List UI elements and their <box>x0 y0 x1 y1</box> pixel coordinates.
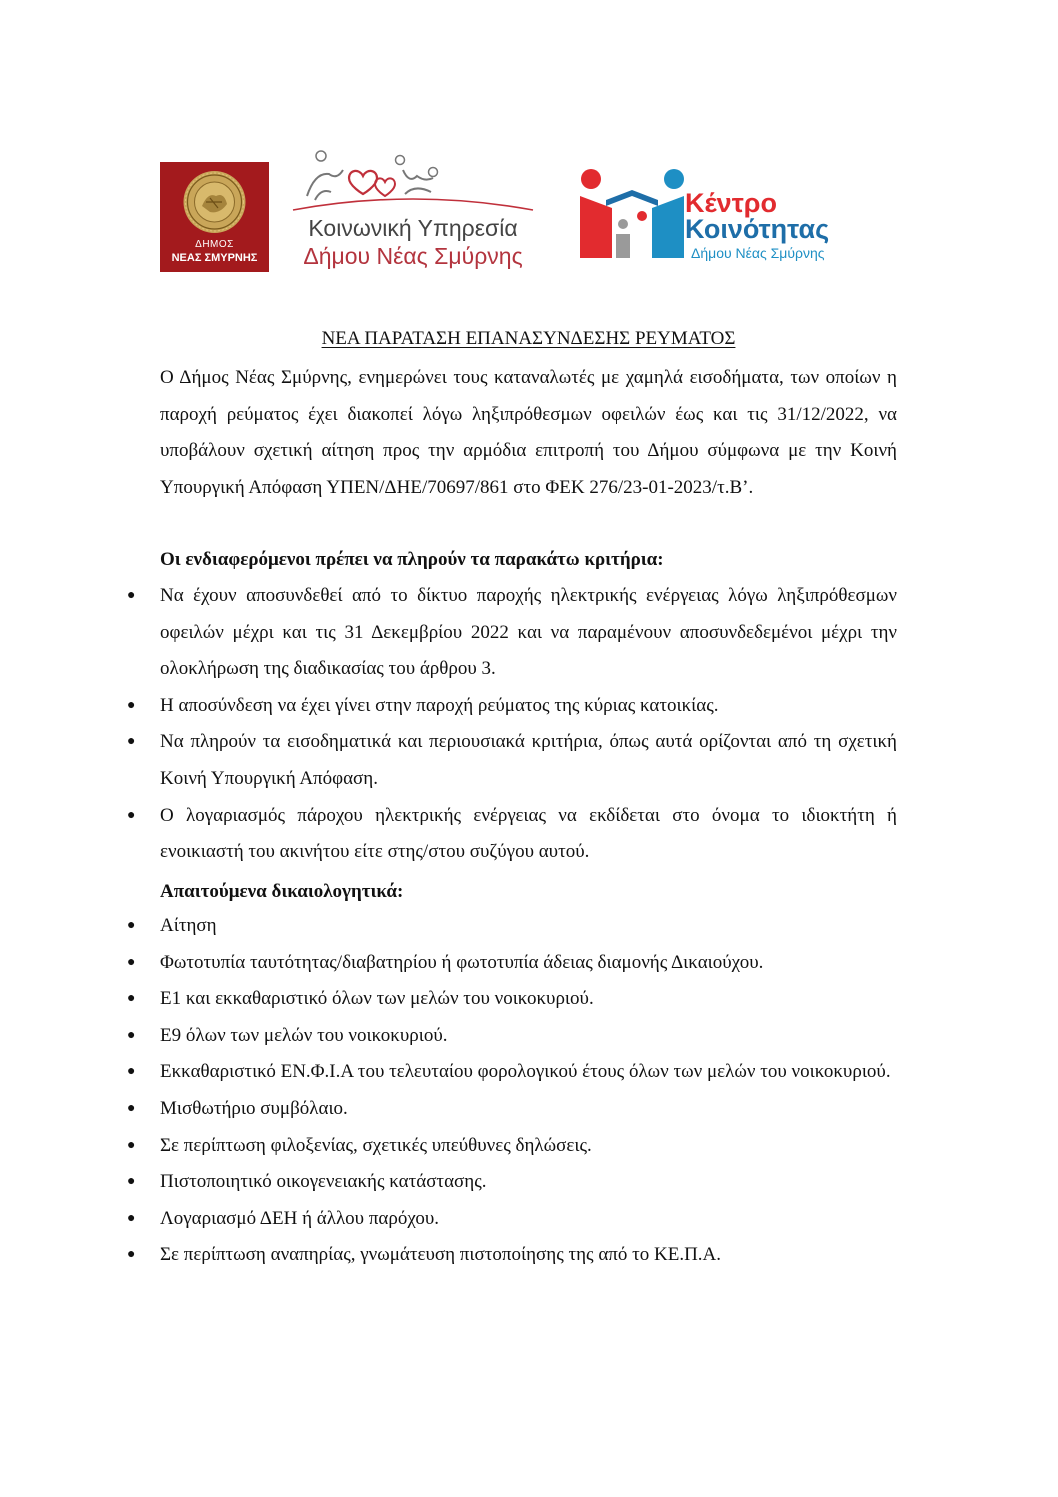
documents-item <box>127 1201 897 1238</box>
documents-item <box>127 908 897 945</box>
criteria-item-text: Η αποσύνδεση να έχει γίνει στην παροχή ρεύματος της κύριας κατοικίας. <box>160 694 719 716</box>
social-service-logo <box>285 148 541 276</box>
municipality-logo-line2: ΝΕΑΣ ΣΜΥΡΝΗΣ <box>171 252 258 264</box>
documents-item-text: Ε1 και εκκαθαριστικό όλων των μελών του νοικοκυριού. <box>160 988 594 1010</box>
documents-item <box>127 1237 897 1274</box>
bullet-icon: ● <box>127 1027 136 1043</box>
community-center-logo <box>578 166 858 266</box>
documents-item-text: Αίτηση <box>160 915 217 936</box>
criteria-heading: Οι ενδιαφερόμενοι πρέπει να πληρούν τα παρακάτω κριτήρια: <box>160 549 664 570</box>
documents-item <box>127 1128 897 1165</box>
bullet-icon: ● <box>127 918 136 933</box>
documents-item-text: Πιστοποιητικό οικογενειακής κατάστασης. <box>160 1171 487 1193</box>
community-center-house-icon <box>578 166 688 266</box>
documents-item-text: Σε περίπτωση φιλοξενίας, σχετικές υπεύθυνες δηλώσεις. <box>160 1134 592 1156</box>
documents-item-text: Μισθωτήριο συμβόλαιο. <box>160 1097 348 1119</box>
documents-item <box>127 1091 897 1128</box>
bullet-icon: ● <box>127 1100 136 1116</box>
criteria-item-text: Να έχουν αποσυνδεθεί από το δίκτυο παροχής ηλεκτρικής ενέργειας λόγω ληξιπρόθεσμων οφειλών μέχρι και τις 31 Δεκεμβρίου 2022 και να παραμένουν αποσυνδεδεμένοι μέχρι την ολοκλήρωση της διαδικασίας του άρθρου 3. <box>160 585 897 680</box>
municipality-logo <box>160 162 269 272</box>
documents-item-text: Σε περίπτωση αναπηρίας, γνωμάτευση πιστοποίησης της από το ΚΕ.Π.Α. <box>160 1244 722 1266</box>
criteria-item <box>127 688 897 725</box>
bullet-icon: ● <box>127 697 136 713</box>
documents-heading: Απαιτούμενα δικαιολογητικά: <box>160 881 404 902</box>
bullet-icon: ● <box>127 954 136 970</box>
bullet-icon: ● <box>127 1210 136 1226</box>
bullet-icon: ● <box>127 807 136 823</box>
bullet-icon: ● <box>127 1247 136 1263</box>
document-title: ΝΕΑ ΠΑΡΑΤΑΣΗ ΕΠΑΝΑΣΥΝΔΕΣΗΣ ΡΕΥΜΑΤΟΣ <box>321 328 736 349</box>
documents-item-text: Εκκαθαριστικό ΕΝ.Φ.Ι.Α του τελευταίου φορολογικού έτους όλων των μελών του νοικοκυριού. <box>160 1061 891 1083</box>
community-center-logo-line1: Κέντρο <box>685 188 777 218</box>
criteria-list <box>127 578 897 871</box>
criteria-item <box>127 578 897 688</box>
bullet-icon: ● <box>127 1064 136 1080</box>
criteria-item <box>127 724 897 797</box>
social-service-figures-icon <box>285 148 541 218</box>
criteria-item-text: Να πληρούν τα εισοδηματικά και περιουσιακά κριτήρια, όπως αυτά ορίζονται από τη σχετική Κοινή Υπουργική Απόφαση. <box>160 731 897 789</box>
bullet-icon: ● <box>127 1174 136 1190</box>
documents-item <box>127 1054 897 1091</box>
criteria-item-text: Ο λογαριασμός πάροχου ηλεκτρικής ενέργειας να εκδίδεται στο όνομα το ιδιοκτήτη ή ενοικιαστή του ακινήτου είτε στης/στου συζύγου αυτού. <box>160 804 897 863</box>
bullet-icon: ● <box>127 588 136 603</box>
bullet-icon: ● <box>127 734 136 750</box>
social-service-logo-line2: Δήμου Νέας Σμύρνης <box>303 243 523 269</box>
documents-item <box>127 945 897 982</box>
documents-item-text: Ε9 όλων των μελών του νοικοκυριού. <box>160 1024 448 1046</box>
community-center-logo-line2: Κοινότητας <box>685 214 830 244</box>
documents-item <box>127 981 897 1018</box>
social-service-logo-line1: Κοινωνική Υπηρεσία <box>308 215 518 241</box>
municipality-logo-line1: ΔΗΜΟΣ <box>195 239 234 250</box>
documents-item-text: Λογαριασμό ΔΕΗ ή άλλου παρόχου. <box>160 1207 440 1229</box>
documents-item <box>127 1164 897 1201</box>
documents-item <box>127 1018 897 1055</box>
community-center-logo-line3: Δήμου Νέας Σμύρνης <box>691 245 825 261</box>
intro-paragraph: Ο Δήμος Νέας Σμύρνης, ενημερώνει τους καταναλωτές με χαμηλά εισοδήματα, των οποίων η παροχή ρεύματος έχει διακοπεί λόγω ληξιπρόθεσμων οφειλών έως και τις 31/12/2022, να υποβάλουν σχετική αίτηση προς την αρμόδια επιτροπή του Δήμου σύμφωνα με την Κοινή Υπουργική Απόφαση ΥΠΕΝ/ΔΗΕ/70697/861 στο ΦΕΚ 276/23-01-2023/τ.Β’. <box>160 367 897 498</box>
bullet-icon: ● <box>127 991 136 1007</box>
documents-list <box>127 908 897 1274</box>
documents-item-text: Φωτοτυπία ταυτότητας/διαβατηρίου ή φωτοτυπία άδειας διαμονής Δικαιούχου. <box>160 951 764 973</box>
bullet-icon: ● <box>127 1137 136 1153</box>
criteria-item <box>127 798 897 871</box>
